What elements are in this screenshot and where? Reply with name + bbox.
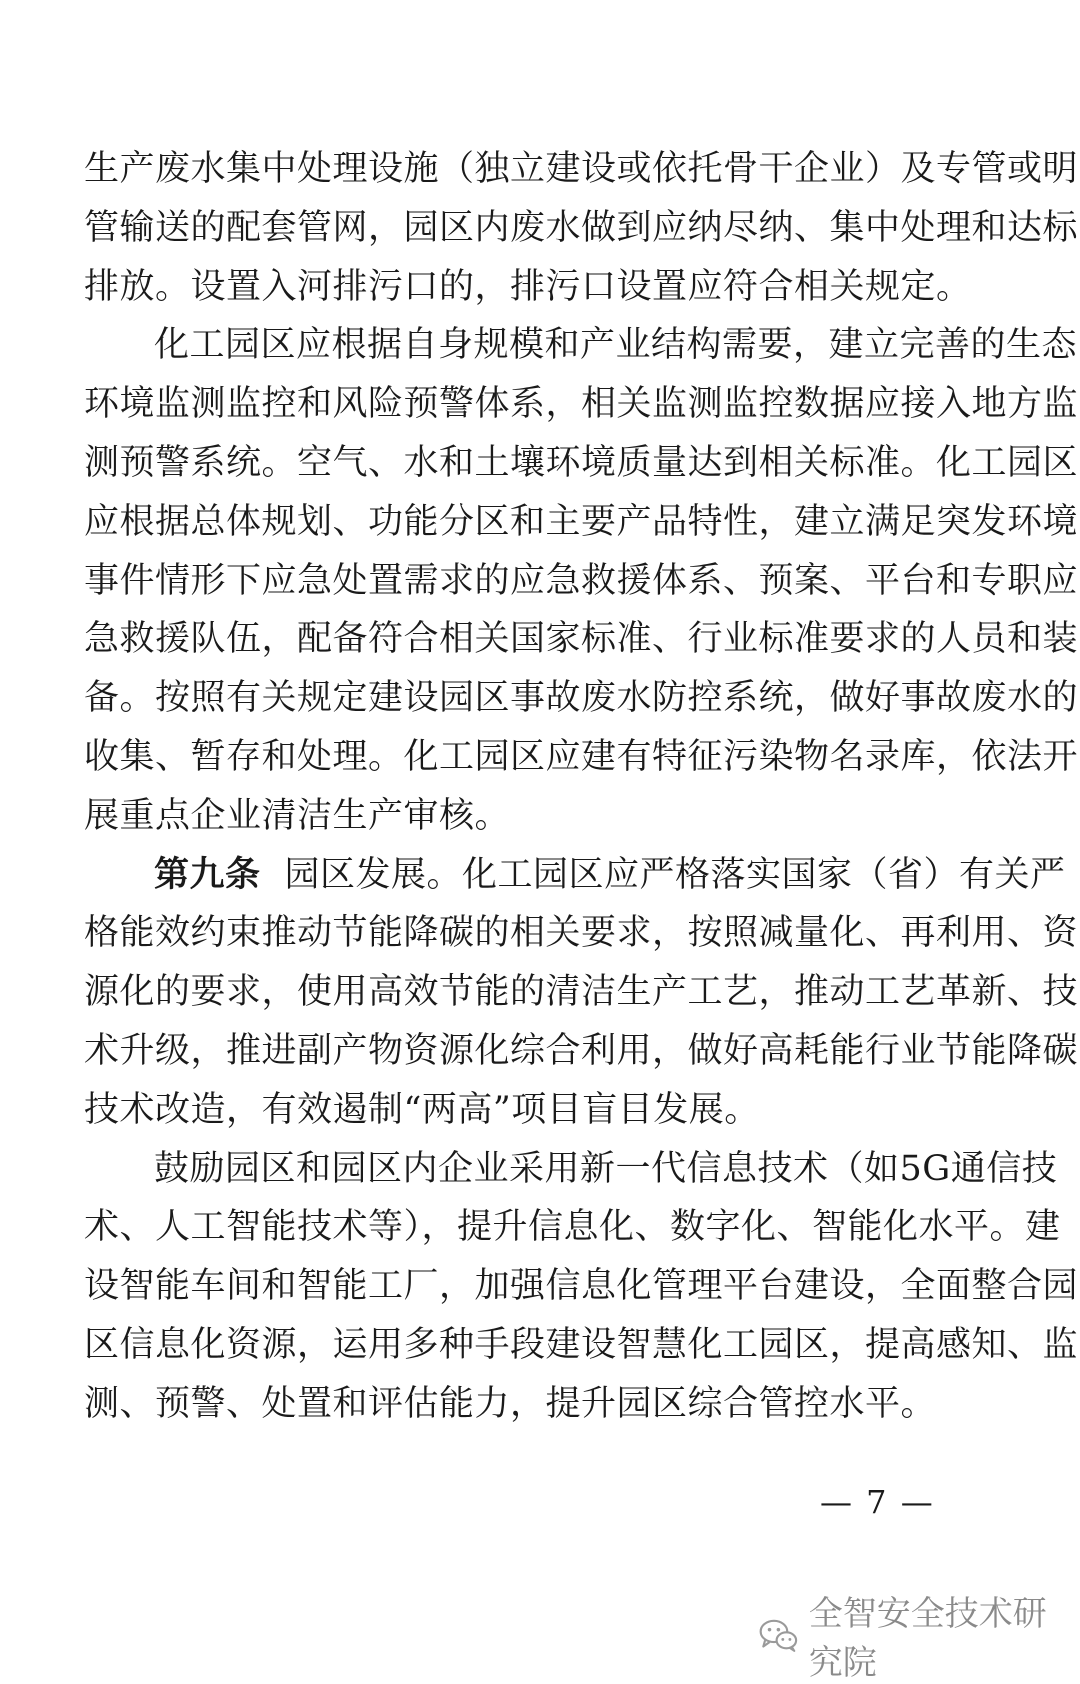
article-heading: 第九条 xyxy=(154,854,261,895)
article-text: 园区发展。化工园区应严格落实国家（省）有关严 xyxy=(284,854,1066,895)
text-line: 测、预警、处置和评估能力，提升园区综合管控水平。 xyxy=(84,1383,937,1424)
text-line: 急救援队伍，配备符合相关国家标准、行业标准要求的人员和装 xyxy=(84,619,1079,660)
text-line: 应根据总体规划、功能分区和主要产品特性，建立满足突发环境 xyxy=(84,501,1079,542)
text-line: 化工园区应根据自身规模和产业结构需要，建立完善的生态 xyxy=(154,325,1078,366)
text-line xyxy=(84,846,1066,905)
text-line: 源化的要求，使用高效节能的清洁生产工艺，推动工艺革新、技 xyxy=(84,972,1079,1013)
text-line: 技术改造，有效遏制“两高”项目盲目发展。 xyxy=(84,1089,760,1130)
wechat-icon xyxy=(758,1615,799,1655)
text-line: 区信息化资源，运用多种手段建设智慧化工园区，提高感知、监 xyxy=(84,1324,1079,1365)
text-line: 设智能车间和智能工厂，加强信息化管理平台建设，全面整合园 xyxy=(84,1266,1079,1307)
paragraph-4 xyxy=(84,1140,1079,1434)
text-line: 术、人工智能技术等），提升信息化、数字化、智能化水平。建 xyxy=(84,1207,1061,1248)
text-line: 生产废水集中处理设施（独立建设或依托骨干企业）及专管或明 xyxy=(84,149,1079,189)
watermark-text: 全智安全技术研究院 xyxy=(808,1594,1047,1683)
body-text xyxy=(84,140,1079,1434)
paragraph-2 xyxy=(84,316,1079,845)
text-line: 格能效约束推动节能降碳的相关要求，按照减量化、再利用、资 xyxy=(84,913,1079,954)
paragraph-article-9 xyxy=(84,846,1079,1140)
text-line: 排放。设置入河排污口的，排污口设置应符合相关规定。 xyxy=(84,266,972,307)
text-line: 备。按照有关规定建设园区事故废水防控系统，做好事故废水的 xyxy=(84,678,1079,719)
text-line: 收集、暂存和处理。化工园区应建有特征污染物名录库，依法开 xyxy=(84,736,1079,777)
watermark xyxy=(758,1594,1080,1683)
page-number: — 7 — xyxy=(820,1483,935,1521)
text-line: 管输送的配套管网，园区内废水做到应纳尽纳、集中处理和达标 xyxy=(84,207,1079,248)
text-line: 展重点企业清洁生产审核。 xyxy=(84,795,511,836)
text-line: 环境监测监控和风险预警体系，相关监测监控数据应接入地方监 xyxy=(84,384,1079,425)
text-line: 鼓励园区和园区内企业采用新一代信息技术（如5G通信技 xyxy=(154,1148,1058,1189)
text-line: 术升级，推进副产物资源化综合利用，做好高耗能行业节能降碳 xyxy=(84,1030,1079,1071)
text-line: 事件情形下应急处置需求的应急救援体系、预案、平台和专职应 xyxy=(84,560,1079,601)
text-line: 测预警系统。空气、水和土壤环境质量达到相关标准。化工园区 xyxy=(84,442,1079,483)
paragraph-1 xyxy=(84,140,1079,316)
